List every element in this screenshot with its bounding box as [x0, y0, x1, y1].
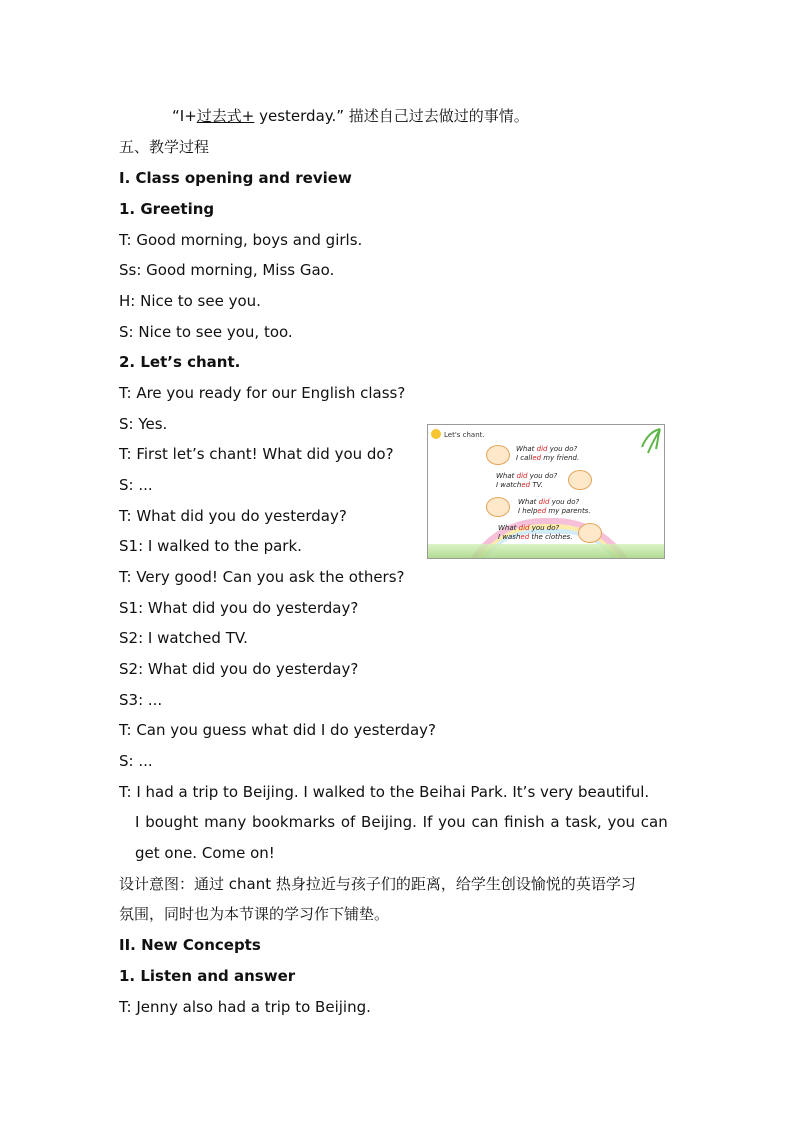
chant-line: S1: What did you do yesterday?	[119, 599, 359, 617]
chant-line: S: ...	[119, 752, 153, 770]
chant-line: S: ...	[119, 476, 153, 494]
chant-line: T: What did you do yesterday?	[119, 507, 347, 525]
new-concepts-line: T: Jenny also had a trip to Beijing.	[119, 998, 371, 1016]
chant-line: S1: I walked to the park.	[119, 537, 302, 555]
greeting-line: S: Nice to see you, too.	[119, 323, 293, 341]
trip-line: T: I had a trip to Beijing. I walked to the Beihai Park. It’s very beautiful.	[119, 783, 650, 801]
chant-illustration	[427, 424, 665, 559]
chant-line: S3: ...	[119, 691, 163, 709]
chant-line: T: Can you guess what did I do yesterday?	[119, 721, 436, 739]
chant-answer-4: I washed the clothes.	[498, 533, 573, 541]
trip-line: get one. Come on!	[135, 844, 275, 862]
chant-line: T: Are you ready for our English class?	[119, 384, 406, 402]
chant-question-3: What did you do?	[518, 498, 580, 506]
chant-line: S2: What did you do yesterday?	[119, 660, 359, 678]
trip-line: I bought many bookmarks of Beijing. If you can finish a task, you can	[135, 813, 668, 831]
objective-line	[172, 106, 529, 126]
objective-prefix: “I+	[172, 107, 197, 125]
watching-tv-picture	[568, 470, 592, 490]
chant-line: S: Yes.	[119, 415, 168, 433]
objective-underlined: 过去式+	[196, 107, 255, 125]
chant-answer-2: I watched TV.	[496, 481, 543, 489]
helping-parents-picture	[486, 497, 510, 517]
chant-line: S2: I watched TV.	[119, 629, 248, 647]
palm-leaf-icon	[638, 427, 662, 457]
grass-decoration	[428, 544, 664, 558]
chant-question-1: What did you do?	[516, 445, 578, 453]
chant-line: T: Very good! Can you ask the others?	[119, 568, 405, 586]
design-intent-line: 氛围，同时也为本节课的学习作下铺垫。	[119, 905, 390, 923]
section-5-heading: 五、教学过程	[119, 138, 210, 156]
part-2-heading: II. New Concepts	[119, 936, 261, 954]
step-greeting-heading: 1. Greeting	[119, 200, 215, 218]
part-1-heading: I. Class opening and review	[119, 169, 352, 187]
sun-icon	[431, 429, 441, 439]
chant-title: Let's chant.	[444, 431, 485, 439]
chant-question-2: What did you do?	[496, 472, 558, 480]
chant-line: T: First let’s chant! What did you do?	[119, 445, 394, 463]
greeting-line: H: Nice to see you.	[119, 292, 261, 310]
greeting-line: Ss: Good morning, Miss Gao.	[119, 261, 335, 279]
chant-answer-3: I helped my parents.	[518, 507, 591, 515]
step-chant-heading: 2. Let’s chant.	[119, 353, 241, 371]
chant-question-4: What did you do?	[498, 524, 560, 532]
greeting-line: T: Good morning, boys and girls.	[119, 231, 363, 249]
objective-suffix: yesterday.” 描述自己过去做过的事情。	[254, 107, 529, 125]
calling-friend-picture	[486, 445, 510, 465]
design-intent-line: 设计意图：通过 chant 热身拉近与孩子们的距离，给学生创设愉悦的英语学习	[119, 875, 636, 893]
washing-clothes-picture	[578, 523, 602, 543]
chant-answer-1: I called my friend.	[516, 454, 580, 462]
step-listen-heading: 1. Listen and answer	[119, 967, 296, 985]
